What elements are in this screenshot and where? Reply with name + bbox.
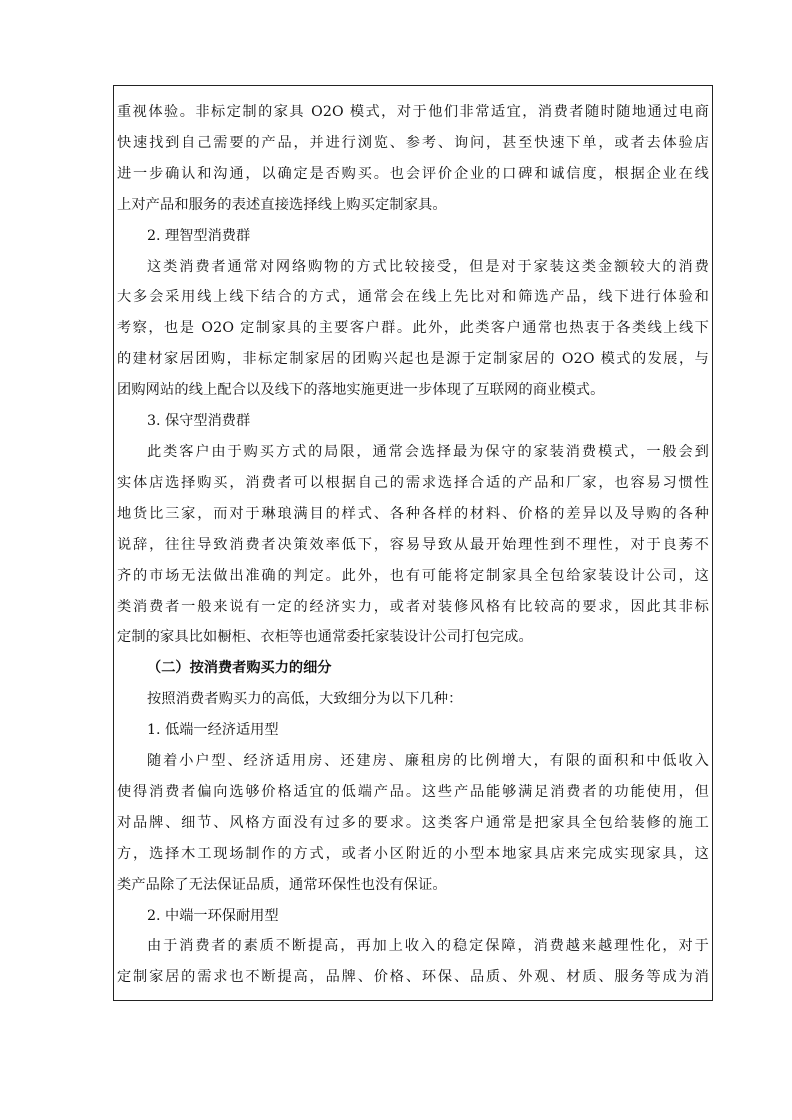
text-line: 团购网站的线上配合以及线下的落地实施更进一步体现了互联网的商业模式。 (117, 382, 605, 399)
text-line: 使得消费者偏向选够价格适宜的低端产品。这些产品能够满足消费者的功能使用，但 (117, 783, 709, 800)
text-line: 此类客户由于购买方式的局限，通常会选择最为保守的家装消费模式，一般会到 (147, 443, 709, 460)
text-line: 随着小户型、经济适用房、还建房、廉租房的比例增大，有限的面积和中低收入 (147, 753, 709, 770)
subheading: 1. 低端一经济适用型 (147, 722, 279, 739)
text-line: 上对产品和服务的表述直接选择线上购买定制家具。 (117, 196, 447, 213)
text-line: 定制的家具比如橱柜、衣柜等也通常委托家装设计公司打包完成。 (117, 629, 533, 646)
text-line: 重视体验。非标定制的家具 O2O 模式，对于他们非常适宜，消费者随时随地通过电商 (117, 104, 709, 120)
text-line: 地货比三家，而对于琳琅满目的样式、各种各样的材料、价格的差异以及导购的各种 (117, 505, 709, 522)
text-line: 由于消费者的素质不断提高，再加上收入的稳定保障，消费越来越理性化，对于 (147, 938, 709, 955)
text-line: 的建材家居团购，非标定制家居的团购兴起也是源于定制家居的 O2O 模式的发展，与 (117, 351, 709, 368)
subheading: 3. 保守型消费群 (147, 413, 251, 430)
subheading: 2. 中端一环保耐用型 (147, 907, 279, 924)
text-line: 大多会采用线上线下结合的方式，通常会在线上先比对和筛选产品，线下进行体验和 (117, 289, 709, 306)
text-line: 方，选择木工现场制作的方式，或者小区附近的小型本地家具店来完成实现家具，这 (117, 845, 709, 862)
text-line: 齐的市场无法做出准确的判定。此外，也有可能将定制家具全包给家装设计公司，这 (117, 567, 709, 584)
text-line: 进一步确认和沟通，以确定是否购买。也会评价企业的口碑和诚信度，根据企业在线 (117, 165, 709, 182)
text-line: 实体店选择购买，消费者可以根据自己的需求选择合适的产品和厂家，也容易习惯性 (117, 474, 709, 491)
subheading: 2. 理智型消费群 (147, 227, 251, 244)
text-line: 对品牌、细节、风格方面没有过多的要求。这类客户通常是把家具全包给装修的施工 (117, 814, 709, 831)
text-line: 考察，也是 O2O 定制家具的主要客户群。此外，此类客户通常也热衷于各类线上线下 (117, 320, 709, 337)
text-line: 说辞，往往导致消费者决策效率低下，容易导致从最开始理性到不理性，对于良莠不 (117, 536, 709, 553)
section-heading: （二）按消费者购买力的细分 (147, 660, 332, 677)
document-body (117, 97, 709, 993)
text-line: 类产品除了无法保证品质，通常环保性也没有保证。 (117, 876, 447, 893)
text-line: 类消费者一般来说有一定的经济实力，或者对装修风格有比较高的要求，因此其非标 (117, 598, 709, 615)
text-line: 快速找到自己需要的产品，并进行浏览、参考、询问，甚至快速下单，或者去体验店 (117, 134, 709, 151)
text-line: 这类消费者通常对网络购物的方式比较接受，但是对于家装这类金额较大的消费 (147, 258, 709, 275)
text-line: 定制家居的需求也不断提高，品牌、价格、环保、品质、外观、材质、服务等成为消 (117, 969, 709, 986)
text-line: 按照消费者购买力的高低，大致细分为以下几种： (147, 691, 463, 708)
